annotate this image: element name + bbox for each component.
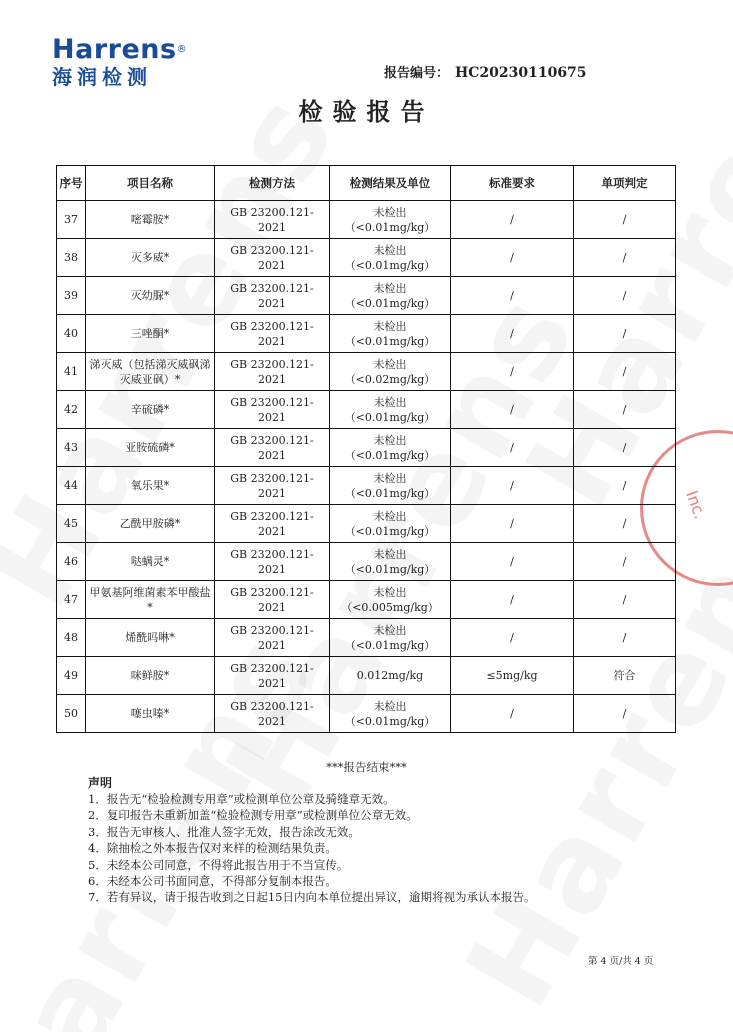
header-no: 序号 (57, 166, 86, 201)
result-limit: （<0.01mg/kg） (344, 258, 436, 272)
result-limit: （<0.01mg/kg） (344, 296, 436, 310)
table-row (57, 391, 676, 429)
row-no-cell: 47 (57, 581, 86, 619)
item-name-cell: 嘧霉胺* (86, 201, 215, 239)
row-no-cell: 37 (57, 201, 86, 239)
result-cell (330, 353, 451, 391)
page-indicator: 第 4 页/共 4 页 (588, 956, 654, 967)
table-row (57, 239, 676, 277)
report-end-marker: ***报告结束*** (326, 760, 407, 774)
result-limit: （<0.01mg/kg） (344, 220, 436, 234)
table-row (57, 581, 676, 619)
table-row (57, 277, 676, 315)
result-value: 0.012mg/kg (356, 669, 424, 682)
result-limit: （<0.02mg/kg） (344, 372, 436, 386)
method-cell: GB 23200.121-2021 (215, 657, 330, 695)
judgment-cell: / (574, 201, 676, 239)
report-number-value: HC20230110675 (455, 65, 587, 81)
standard-cell: / (451, 581, 574, 619)
standard-cell: / (451, 391, 574, 429)
result-cell (330, 239, 451, 277)
result-value: 未检出 (373, 357, 407, 371)
judgment-cell: / (574, 429, 676, 467)
declaration-item: 2．复印报告未重新加盖“检验检测专用章”或检测单位公章无效。 (88, 808, 418, 823)
method-cell: GB 23200.121-2021 (215, 619, 330, 657)
declaration-item: 5．未经本公司同意，不得将此报告用于不当宣传。 (88, 857, 349, 872)
result-limit: （<0.01mg/kg） (344, 448, 436, 462)
header-result: 检测结果及单位 (330, 166, 451, 201)
table-row (57, 695, 676, 733)
row-no-cell: 49 (57, 657, 86, 695)
table-row (57, 543, 676, 581)
item-name-cell: 灭幼脲* (86, 277, 215, 315)
result-cell (330, 315, 451, 353)
judgment-cell: / (574, 391, 676, 429)
table-row (57, 353, 676, 391)
item-name-cell: 噻虫嗪* (86, 695, 215, 733)
judgment-cell: / (574, 239, 676, 277)
method-cell: GB 23200.121-2021 (215, 695, 330, 733)
item-name-cell: 灭多威* (86, 239, 215, 277)
result-value: 未检出 (373, 319, 407, 333)
row-no-cell: 48 (57, 619, 86, 657)
judgment-cell: 符合 (574, 657, 676, 695)
table-row (57, 315, 676, 353)
item-name-cell: 甲氨基阿维菌素苯甲酸盐* (86, 581, 215, 619)
item-name-cell: 亚胺硫磷* (86, 429, 215, 467)
result-cell (330, 505, 451, 543)
result-cell (330, 543, 451, 581)
item-name-cell: 氧乐果* (86, 467, 215, 505)
judgment-cell: / (574, 543, 676, 581)
result-cell (330, 467, 451, 505)
row-no-cell: 38 (57, 239, 86, 277)
result-value: 未检出 (373, 471, 407, 485)
result-cell (330, 277, 451, 315)
item-name-cell: 咪鲜胺* (86, 657, 215, 695)
standard-cell: / (451, 543, 574, 581)
judgment-cell: / (574, 695, 676, 733)
logo-name-cn: 海润检测 (52, 65, 152, 89)
method-cell: GB 23200.121-2021 (215, 505, 330, 543)
result-cell (330, 391, 451, 429)
report-number (384, 62, 587, 81)
result-value: 未检出 (373, 205, 407, 219)
page-title: 检验报告 (298, 97, 435, 126)
result-value: 未检出 (373, 395, 407, 409)
item-name-cell: 乙酰甲胺磷* (86, 505, 215, 543)
result-value: 未检出 (373, 243, 407, 257)
table-row (57, 505, 676, 543)
result-limit: （<0.01mg/kg） (344, 714, 436, 728)
result-limit: （<0.01mg/kg） (344, 410, 436, 424)
company-logo (52, 36, 187, 90)
header-method: 检测方法 (215, 166, 330, 201)
declaration (88, 775, 535, 906)
item-name-cell: 哒螨灵* (86, 543, 215, 581)
method-cell: GB 23200.121-2021 (215, 201, 330, 239)
table-header-row (57, 166, 676, 201)
item-name-cell: 三唑酮* (86, 315, 215, 353)
row-no-cell: 39 (57, 277, 86, 315)
judgment-cell: / (574, 619, 676, 657)
table-row (57, 467, 676, 505)
judgment-cell: / (574, 505, 676, 543)
result-cell (330, 581, 451, 619)
result-limit: （<0.005mg/kg） (341, 600, 439, 614)
result-limit: （<0.01mg/kg） (344, 638, 436, 652)
method-cell: GB 23200.121-2021 (215, 277, 330, 315)
judgment-cell: / (574, 315, 676, 353)
result-limit: （<0.01mg/kg） (344, 334, 436, 348)
judgment-cell: / (574, 277, 676, 315)
method-cell: GB 23200.121-2021 (215, 429, 330, 467)
standard-cell: / (451, 201, 574, 239)
results-table (56, 165, 676, 733)
standard-cell: / (451, 429, 574, 467)
result-value: 未检出 (373, 509, 407, 523)
row-no-cell: 40 (57, 315, 86, 353)
method-cell: GB 23200.121-2021 (215, 543, 330, 581)
declaration-item: 3．报告无审核人、批准人签字无效，报告涂改无效。 (88, 824, 360, 839)
item-name-cell: 辛硫磷* (86, 391, 215, 429)
header-judgment: 单项判定 (574, 166, 676, 201)
standard-cell: / (451, 467, 574, 505)
standard-cell: / (451, 353, 574, 391)
item-name-cell: 涕灭威（包括涕灭威砜涕灭威亚砜）* (86, 353, 215, 391)
result-limit: （<0.01mg/kg） (344, 562, 436, 576)
seal-text: Inc. (682, 488, 710, 522)
table-row (57, 429, 676, 467)
result-value: 未检出 (373, 585, 407, 599)
result-value: 未检出 (373, 281, 407, 295)
judgment-cell: / (574, 581, 676, 619)
declaration-item: 4．除抽检之外本报告仅对来样的检测结果负责。 (88, 841, 337, 856)
method-cell: GB 23200.121-2021 (215, 467, 330, 505)
standard-cell: / (451, 619, 574, 657)
method-cell: GB 23200.121-2021 (215, 581, 330, 619)
declaration-list (88, 791, 535, 906)
table-row (57, 201, 676, 239)
judgment-cell: / (574, 353, 676, 391)
header-standard: 标准要求 (451, 166, 574, 201)
result-cell (330, 429, 451, 467)
method-cell: GB 23200.121-2021 (215, 353, 330, 391)
standard-cell: / (451, 239, 574, 277)
result-value: 未检出 (373, 433, 407, 447)
standard-cell: / (451, 315, 574, 353)
declaration-item: 6．未经本公司书面同意，不得部分复制本报告。 (88, 874, 337, 889)
row-no-cell: 45 (57, 505, 86, 543)
result-limit: （<0.01mg/kg） (344, 486, 436, 500)
result-limit: （<0.01mg/kg） (344, 524, 436, 538)
method-cell: GB 23200.121-2021 (215, 391, 330, 429)
table-row (57, 619, 676, 657)
row-no-cell: 50 (57, 695, 86, 733)
declaration-title: 声明 (88, 776, 113, 790)
item-name-cell: 烯酰吗啉* (86, 619, 215, 657)
result-cell (330, 201, 451, 239)
header-item-name: 项目名称 (86, 166, 215, 201)
standard-cell: / (451, 505, 574, 543)
judgment-cell: / (574, 467, 676, 505)
row-no-cell: 43 (57, 429, 86, 467)
row-no-cell: 44 (57, 467, 86, 505)
logo-name-en: Harrens (52, 34, 177, 65)
method-cell: GB 23200.121-2021 (215, 239, 330, 277)
result-value: 未检出 (373, 699, 407, 713)
result-cell (330, 619, 451, 657)
result-cell (330, 695, 451, 733)
result-value: 未检出 (373, 547, 407, 561)
row-no-cell: 41 (57, 353, 86, 391)
row-no-cell: 42 (57, 391, 86, 429)
result-value: 未检出 (373, 623, 407, 637)
declaration-item: 1．报告无“检验检测专用章”或检测单位公章及骑缝章无效。 (88, 792, 395, 806)
registered-mark: ® (176, 44, 188, 55)
report-number-label: 报告编号： (384, 66, 450, 81)
result-cell (330, 657, 451, 695)
table-row (57, 657, 676, 695)
declaration-item: 7．若有异议，请于报告收到之日起15日内向本单位提出异议，逾期将视为承认本报告。 (88, 890, 536, 905)
table-body (57, 201, 676, 733)
standard-cell: ≤5mg/kg (451, 657, 574, 695)
method-cell: GB 23200.121-2021 (215, 315, 330, 353)
standard-cell: / (451, 695, 574, 733)
standard-cell: / (451, 277, 574, 315)
row-no-cell: 46 (57, 543, 86, 581)
